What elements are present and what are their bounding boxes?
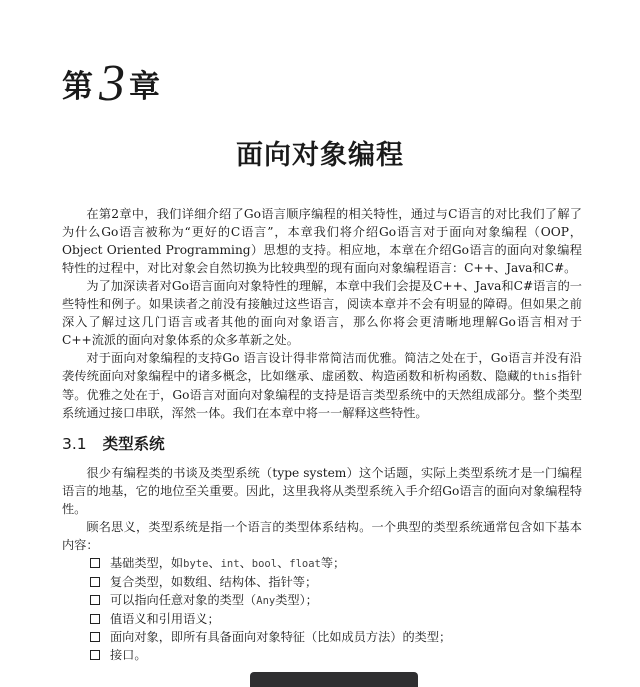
text-span: 、 xyxy=(239,556,252,570)
type-system-list xyxy=(62,554,582,664)
checkbox-bullet-icon xyxy=(90,595,100,605)
text-span: 对于面向对象编程的支持Go 语言设计得非常简洁而优雅。简洁之处在于，Go语言并没有沿袭传统面向对象编程中的诸多概念，比如继承、虚函数、构造函数和析构函数、隐藏的 xyxy=(62,351,582,383)
intro-paragraph-3 xyxy=(62,349,582,422)
list-item xyxy=(90,573,582,591)
text-span: 、 xyxy=(208,556,221,570)
list-item xyxy=(90,591,582,610)
text-span: 面向对象，即所有具备面向对象特征（比如成员方法）的类型； xyxy=(110,630,452,644)
list-item xyxy=(90,628,582,646)
inline-code: int xyxy=(220,558,240,570)
section-paragraph-1: 很少有编程类的书谈及类型系统（type system）这个话题，实际上类型系统才是一门编程语言的地基，它的地位至关重要。因此，这里我将从类型系统入手介绍Go语言的面向对象编程特性。 xyxy=(62,466,582,516)
section-title: 类型系统 xyxy=(102,435,165,453)
intro-paragraph-2: 为了加深读者对Go语言面向对象特性的理解，本章中我们会提及C++、Java和C#语言的一些特性和例子。如果读者之前没有接触过这些语言，阅读本章并不会有明显的障碍。但如果之前深入了解过这几门语言或者其他的面向对象语言，那么你将会更清晰地理解Go语言相对于C++流派的面向对象体系的众多革新之处。 xyxy=(62,279,582,347)
intro-paragraph-1: 在第2章中，我们详细介绍了Go语言顺序编程的相关特性，通过与C语言的对比我们了解了为什么Go语言被称为“更好的C语言”，本章我们将介绍Go语言对于面向对象编程（OOP，Object Oriented Programming）思想的支持。相应地，本章在介绍Go语言的面向对象编程特性的过程中，对比对象会自然切换为比较典型的现有面向对象编程语言：C++、Java和C#。 xyxy=(62,207,582,275)
text-span: 接口。 xyxy=(110,648,147,662)
viewer-bottom-bar xyxy=(250,672,418,687)
list-item xyxy=(90,610,582,628)
list-item xyxy=(90,554,582,573)
inline-code: Any xyxy=(256,595,276,607)
checkbox-bullet-icon xyxy=(90,577,100,587)
text-span: 可以指向任意对象的类型（ xyxy=(110,593,257,607)
text-span: 、 xyxy=(277,556,290,570)
text-span: 类型）； xyxy=(275,593,318,607)
chapter-number: 3 xyxy=(99,55,125,112)
chapter-suffix: 章 xyxy=(129,69,160,105)
chapter-title: 面向对象编程 xyxy=(236,140,404,171)
text-span: 基础类型，如 xyxy=(110,556,184,570)
chapter-prefix: 第 xyxy=(62,69,93,105)
inline-code: this xyxy=(531,371,558,383)
checkbox-bullet-icon xyxy=(90,650,100,660)
section-paragraph-2: 顾名思义，类型系统是指一个语言的类型体系结构。一个典型的类型系统通常包含如下基本内容： xyxy=(62,520,582,552)
page-body xyxy=(62,205,582,664)
section-number: 3.1 xyxy=(62,435,87,453)
list-item xyxy=(90,646,582,664)
inline-code: byte xyxy=(183,558,209,570)
text-span: 等； xyxy=(320,556,346,570)
checkbox-bullet-icon xyxy=(90,614,100,624)
inline-code: float xyxy=(289,558,321,570)
inline-code: bool xyxy=(251,558,278,570)
chapter-heading xyxy=(62,55,160,112)
text-span: 指针等。优雅之处在于，Go语言对面向对象编程的支持是语言类型系统中的天然组成部分。整个类型系统通过接口串联，浑然一体。我们在本章中将一一解释这些特性。 xyxy=(62,369,583,420)
section-heading xyxy=(62,435,582,453)
checkbox-bullet-icon xyxy=(90,632,100,642)
text-span: 复合类型，如数组、结构体、指针等； xyxy=(110,575,318,589)
checkbox-bullet-icon xyxy=(90,558,100,568)
text-span: 值语义和引用语义； xyxy=(110,612,220,626)
